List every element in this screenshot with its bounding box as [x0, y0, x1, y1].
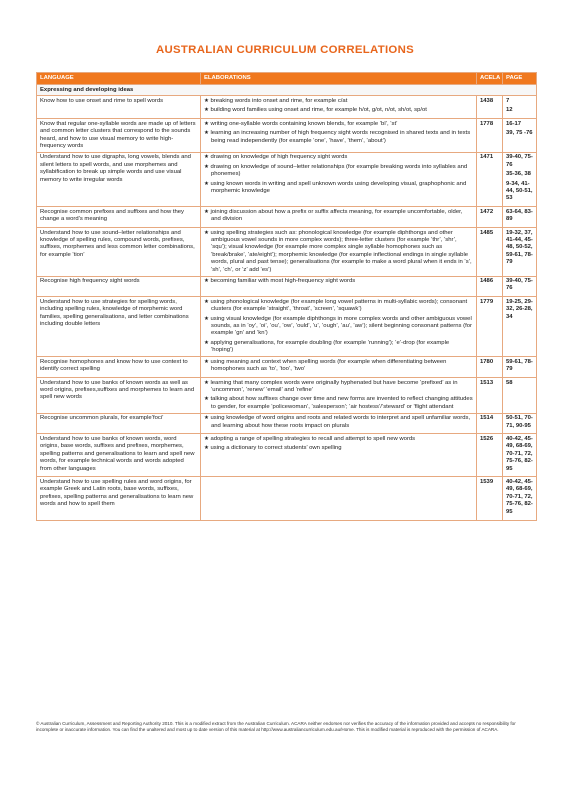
- language-cell: Recognise high frequency sight words: [37, 276, 201, 297]
- elaboration-item: [204, 98, 473, 105]
- page-reference: 39, 75 -76: [506, 130, 533, 137]
- page-cell: [503, 357, 537, 378]
- acela-code: 1780: [477, 357, 503, 378]
- acela-code: 1514: [477, 413, 503, 434]
- elaborations-cell: [201, 96, 477, 119]
- elaborations-cell: [201, 297, 477, 357]
- page-reference: 16-17: [506, 120, 522, 127]
- elaborations-cell: [201, 228, 477, 276]
- elaboration-text: breaking words into onset and rime, for example c/at: [210, 97, 348, 104]
- page-reference: 19-25, 29-32, 26-28, 34: [506, 298, 533, 320]
- star-icon: ★: [204, 130, 211, 137]
- acela-code: 1471: [477, 152, 503, 206]
- acela-code: 1485: [477, 228, 503, 276]
- table-row: [37, 413, 537, 434]
- star-icon: ★: [204, 358, 211, 365]
- elaboration-text: talking about how suffixes change over time and new forms are invented to reflect changing attitudes to gender, for example ‘policewoman’, ‘salesperson’; ‘air hostess’/‘steward’ or ‘flight attendant: [210, 396, 473, 410]
- page-reference: 59-61, 78-79: [506, 358, 533, 373]
- page-reference: 9-34, 41-44, 50-51, 53: [506, 180, 533, 202]
- header-page: PAGE: [503, 73, 537, 85]
- elaboration-text: using knowledge of word origins and roots and related words to interpret and spell unfamiliar words, and learning about how these roots impact on plurals: [210, 415, 471, 429]
- page-cell: [503, 477, 537, 520]
- star-icon: ★: [204, 339, 211, 346]
- elaboration-text: writing one-syllable words containing known blends, for example ‘bl’, ‘st’: [210, 120, 398, 127]
- elaboration-text: joining discussion about how a prefix or suffix affects meaning, for example uncomfortable, older, and division: [210, 208, 463, 223]
- elaborations-cell: [201, 434, 477, 477]
- page-reference: 50-51, 70-71, 90-95: [506, 415, 533, 429]
- star-icon: ★: [204, 107, 211, 114]
- acela-code: 1438: [477, 96, 503, 119]
- star-icon: ★: [204, 435, 211, 442]
- page-reference: 19-32, 37, 41-44, 45-48, 50-52, 59-61, 78-79: [506, 229, 533, 266]
- elaborations-cell: [201, 357, 477, 378]
- star-icon: ★: [204, 229, 211, 236]
- language-cell: Understand how to use digraphs, long vowels, blends and silent letters to spell words, and use morphemes and syllabification to break up simple words and use visual memory to write irregular words: [37, 152, 201, 206]
- elaboration-text: learning an increasing number of high frequency sight words recognised in shared texts and in texts being read independently (for example ‘one’, ‘have’, ‘them’, ‘about’): [210, 130, 471, 144]
- table-row: [37, 378, 537, 414]
- section-row: [37, 85, 537, 96]
- elaboration-text: drawing on knowledge of high frequency sight words: [210, 154, 348, 161]
- star-icon: ★: [204, 298, 211, 305]
- elaboration-text: adopting a range of spelling strategies to recall and attempt to spell new words: [210, 435, 416, 442]
- elaboration-text: drawing on knowledge of sound–letter relationships (for example breaking words into syllables and phonemes): [210, 163, 468, 178]
- language-cell: Understand how to use spelling rules and word origins, for example Greek and Latin roots, base words, suffixes, prefixes, spelling patterns and generalisations to learn new words and how to spell them: [37, 477, 201, 520]
- table-row: [37, 477, 537, 520]
- elaboration-item: [204, 445, 473, 452]
- elaboration-item: [204, 380, 473, 395]
- elaboration-text: becoming familiar with most high-frequency sight words: [210, 278, 356, 285]
- elaboration-item: [204, 396, 473, 411]
- elaboration-item: [204, 359, 473, 374]
- elaboration-text: learning that many complex words were originally hyphenated but have become ‘prefixed’ as in ‘uncommon’, ‘renew’ ‘email’ and ‘refine’: [210, 379, 458, 393]
- star-icon: ★: [204, 208, 211, 215]
- language-cell: Know that regular one-syllable words are made up of letters and common letter clusters that correspond to the sounds heard, and how to use visual memory to write high-frequency words: [37, 119, 201, 153]
- elaborations-cell: [201, 413, 477, 434]
- elaboration-text: using a dictionary to correct students’ own spelling: [210, 445, 342, 452]
- star-icon: ★: [204, 396, 211, 403]
- elaboration-item: [204, 316, 473, 338]
- elaboration-item: [204, 278, 473, 285]
- page-cell: [503, 413, 537, 434]
- page-title: AUSTRALIAN CURRICULUM CORRELATIONS: [155, 44, 415, 56]
- star-icon: ★: [204, 97, 211, 104]
- elaboration-item: [204, 181, 473, 196]
- acela-code: 1526: [477, 434, 503, 477]
- star-icon: ★: [204, 278, 211, 285]
- elaborations-cell: [201, 207, 477, 228]
- page-cell: [503, 228, 537, 276]
- page-cell: [503, 378, 537, 414]
- table-header-row: [37, 73, 537, 85]
- elaboration-item: [204, 340, 473, 355]
- header-language: LANGUAGE: [37, 73, 201, 85]
- star-icon: ★: [204, 120, 211, 127]
- language-cell: Know how to use onset and rime to spell words: [37, 96, 201, 119]
- elaboration-item: [204, 299, 473, 314]
- page-reference: 39-40, 75-76: [506, 278, 533, 292]
- table-row: [37, 297, 537, 357]
- page-reference: 35-36, 38: [506, 171, 531, 178]
- elaboration-text: building word families using onset and rime, for example h/ot, g/ot, n/ot, sh/ot, sp/ot: [210, 107, 427, 114]
- elaboration-item: [204, 436, 473, 443]
- acela-code: 1778: [477, 119, 503, 153]
- elaboration-text: using visual knowledge (for example diphthongs in more complex words and other ambiguous vowel sounds, as in ‘oy’, ‘oi’, ‘ou’, ‘ow’, ‘ould’, ‘u’, ‘ough’, ‘au’, ‘aw’); silent beginning consonant patterns (for example ‘gn’ and ‘kn’): [210, 315, 472, 337]
- language-cell: Understand how to use banks of known words as well as word origins, prefixes,suffixes and morphemes to learn and spell new words: [37, 378, 201, 414]
- table-row: [37, 434, 537, 477]
- elaboration-item: [204, 209, 473, 224]
- star-icon: ★: [204, 180, 211, 187]
- table-row: [37, 357, 537, 378]
- correlations-table: [36, 72, 537, 521]
- elaboration-text: using known words in writing and spell unknown words using developing visual, graphophonic and morphemic knowledge: [210, 180, 467, 194]
- page-reference: 7: [506, 97, 510, 104]
- language-cell: Understand how to use strategies for spelling words, including spelling rules, knowledge of morphemic word families, spelling generalisations, and letter combinations including double letters: [37, 297, 201, 357]
- elaboration-text: applying generalisations, for example doubling (for example ‘running’); ‘e’-drop (for example ‘hoping’): [210, 339, 450, 354]
- elaboration-item: [204, 107, 473, 114]
- elaboration-item: [204, 164, 473, 179]
- header-acela: ACELA: [477, 73, 503, 85]
- page-cell: [503, 119, 537, 153]
- elaboration-item: [204, 415, 473, 430]
- page-reference: 58: [506, 379, 513, 386]
- elaborations-cell: [201, 276, 477, 297]
- elaborations-cell: [201, 378, 477, 414]
- language-cell: Recognise homophones and know how to use context to identify correct spelling: [37, 357, 201, 378]
- star-icon: ★: [204, 379, 211, 386]
- star-icon: ★: [204, 445, 211, 452]
- elaborations-cell: [201, 477, 477, 520]
- page-reference: 39-40, 75-76: [506, 154, 533, 168]
- elaboration-item: [204, 230, 473, 274]
- page-reference: 12: [506, 107, 513, 114]
- table-row: [37, 152, 537, 206]
- acela-code: 1472: [477, 207, 503, 228]
- page-cell: [503, 434, 537, 477]
- elaboration-text: using phonological knowledge (for example long vowel patterns in multi-syllabic words); consonant clusters (for example ‘straight’, ‘throat’, ‘screen’, ‘squawk’): [210, 298, 468, 313]
- page-cell: [503, 96, 537, 119]
- page-cell: [503, 276, 537, 297]
- page-cell: [503, 152, 537, 206]
- elaboration-text: using meaning and context when spelling words (for example when differentiating between homophones such as ‘to’, ‘too’, ‘two’: [210, 358, 447, 373]
- language-cell: Recognise common prefixes and suffixes and how they change a word’s meaning: [37, 207, 201, 228]
- language-cell: Recognise uncommon plurals, for example‘foci’: [37, 413, 201, 434]
- table-row: [37, 276, 537, 297]
- star-icon: ★: [204, 415, 211, 422]
- page-reference: 40-42, 45-49, 68-69, 70-71, 72, 75-76, 82-95: [506, 478, 533, 515]
- header-elaborations: ELABORATIONS: [201, 73, 477, 85]
- section-heading: Expressing and developing ideas: [37, 85, 537, 96]
- star-icon: ★: [204, 315, 211, 322]
- copyright-footer: © Australian Curriculum, Assessment and Reporting Authority 2010. This is a modified extract from the Australian Curriculum. ACARA neither endorses nor verifies the accuracy of the information provided and accepts no responsibility for incomplete or inaccurate information. You can find the unaltered and most up to date version of this material at http://www.australiancurriculum.edu.au/Home. This is modified material is reproduced with the permission of ACARA.: [36, 721, 516, 733]
- table-row: [37, 228, 537, 276]
- page-cell: [503, 297, 537, 357]
- table-row: [37, 119, 537, 153]
- elaboration-item: [204, 154, 473, 161]
- acela-code: 1779: [477, 297, 503, 357]
- table-row: [37, 207, 537, 228]
- acela-code: 1486: [477, 276, 503, 297]
- language-cell: Understand how to use sound–letter relationships and knowledge of spelling rules, compound words, prefixes, suffixes, morphemes and less common letter combinations, for example ‘tion’: [37, 228, 201, 276]
- page-cell: [503, 207, 537, 228]
- star-icon: ★: [204, 154, 211, 161]
- elaborations-cell: [201, 152, 477, 206]
- elaboration-text: using spelling strategies such as: phonological knowledge (for example diphthongs and other ambiguous vowel sounds in more complex words); three-letter clusters (for example ‘thr’, ‘shr’, ‘squ’); visual knowledge (for example more complex single syllable homophones such as ‘break/brake’, ‘ate/eight’); morphemic knowledge (for example inflectional endings in single syllable words, plural and past tense); generalisations (for example to make a word plural when it ends in ‘s’, ‘sh’, ‘ch’, or ‘z’ add ‘es’): [210, 229, 472, 273]
- acela-code: 1539: [477, 477, 503, 520]
- star-icon: ★: [204, 163, 211, 170]
- language-cell: Understand how to use banks of known words, word origins, base words, suffixes and prefixes, morphemes, spelling patterns and generalisations to learn and spell new words, for example technical words and words adopted from other languages: [37, 434, 201, 477]
- page-reference: 40-42, 45-49, 68-69, 70-71, 72, 75-76, 82-95: [506, 435, 533, 472]
- page-reference: 63-64, 83-89: [506, 208, 533, 223]
- acela-code: 1513: [477, 378, 503, 414]
- elaboration-item: [204, 130, 473, 145]
- elaboration-item: [204, 121, 473, 128]
- table-row: [37, 96, 537, 119]
- elaborations-cell: [201, 119, 477, 153]
